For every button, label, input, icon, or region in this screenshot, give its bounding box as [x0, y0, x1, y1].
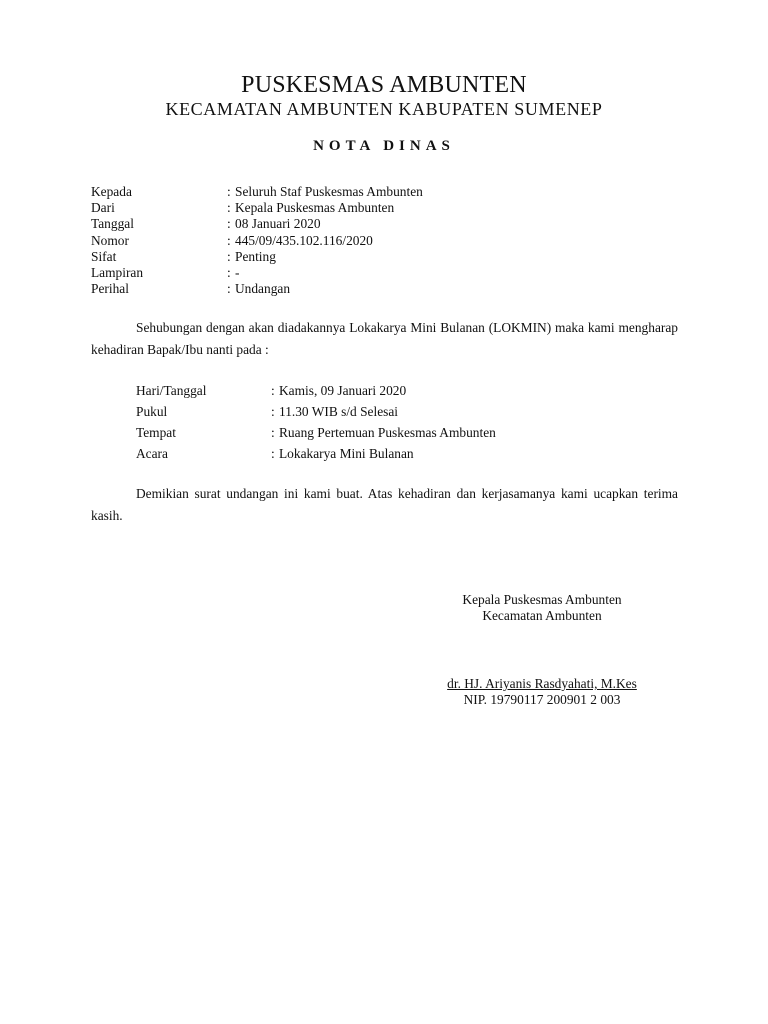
field-value: Undangan: [235, 281, 291, 297]
field-colon: :: [227, 281, 231, 297]
field-label: Tanggal: [91, 216, 134, 232]
field-label: Lampiran: [91, 264, 144, 280]
field-value: 08 Januari 2020: [235, 216, 321, 232]
event-label: Pukul: [136, 404, 168, 419]
event-colon: :: [271, 425, 275, 440]
field-colon: :: [227, 216, 231, 232]
field-colon: :: [227, 200, 231, 216]
event-value: 11.30 WIB s/d Selesai: [279, 404, 399, 419]
field-value: Kepala Puskesmas Ambunten: [235, 200, 395, 216]
event-colon: :: [271, 383, 275, 398]
field-label: Kepada: [91, 184, 132, 199]
field-value: Penting: [235, 248, 276, 264]
document-type-heading: NOTA DINAS: [313, 138, 455, 154]
signer-nip: NIP. 19790117 200901 2 003: [463, 691, 621, 707]
field-colon: :: [227, 184, 231, 199]
signer-name: dr. HJ. Ariyanis Rasdyahati, M.Kes: [447, 676, 637, 691]
event-value: Ruang Pertemuan Puskesmas Ambunten: [279, 425, 496, 440]
field-colon: :: [227, 232, 231, 248]
field-colon: :: [227, 248, 231, 264]
signer-district: Kecamatan Ambunten: [482, 607, 602, 623]
event-value: Kamis, 09 Januari 2020: [279, 383, 407, 398]
event-colon: :: [271, 404, 275, 419]
opening-paragraph: Sehubungan dengan akan diadakannya Lokakarya Mini Bulanan (LOKMIN) maka kami mengharap kehadiran Bapak/Ibu nanti pada :: [91, 320, 678, 357]
event-colon: :: [271, 446, 275, 461]
letterhead-subtitle: KECAMATAN AMBUNTEN KABUPATEN SUMENEP: [165, 99, 603, 119]
field-label: Sifat: [91, 248, 117, 264]
signature-name-block: [395, 676, 689, 707]
field-colon: :: [227, 264, 231, 280]
field-label: Perihal: [91, 281, 129, 297]
field-value: Seluruh Staf Puskesmas Ambunten: [235, 184, 423, 199]
event-label: Acara: [136, 446, 168, 461]
signer-position: Kepala Puskesmas Ambunten: [462, 592, 622, 607]
letterhead-title: PUSKESMAS AMBUNTEN: [241, 72, 527, 98]
event-label: Hari/Tanggal: [136, 383, 207, 398]
field-label: Nomor: [91, 232, 129, 248]
field-label: Dari: [91, 200, 115, 216]
signature-title-block: [395, 592, 689, 623]
event-label: Tempat: [136, 425, 176, 440]
field-value: -: [235, 264, 240, 280]
field-value: 445/09/435.102.116/2020: [235, 232, 373, 248]
event-value: Lokakarya Mini Bulanan: [279, 446, 414, 461]
closing-paragraph: Demikian surat undangan ini kami buat. Atas kehadiran dan kerjasamanya kami ucapkan terima kasih.: [91, 486, 678, 523]
